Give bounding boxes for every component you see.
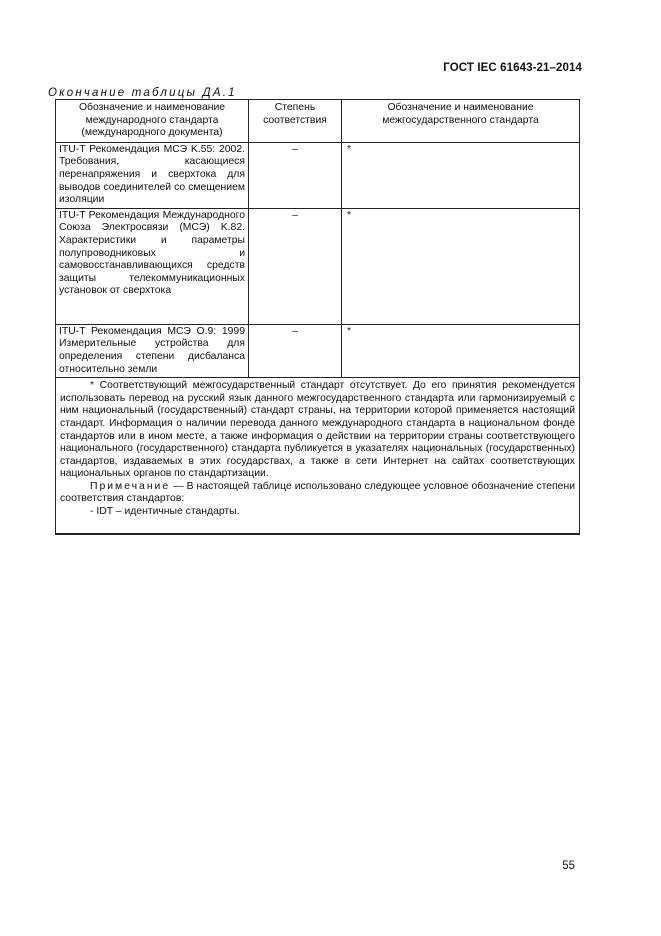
note-text: — В настоящей таблице использовано следующее условное обозначение степени соответствия стандартов: <box>60 480 576 505</box>
cell-international: ITU-T Рекомендация МСЭ K.55: 2002. Требования, касающиеся перенапряжения и сверхтока для выводов соединителей со смещением изоляции <box>56 142 249 208</box>
table-caption: Окончание таблицы ДА.1 <box>48 87 237 99</box>
cell-interstate: * <box>342 324 580 377</box>
table-row <box>56 142 580 208</box>
cell-international: ITU-T Рекомендация МСЭ O.9: 1999 Измерительные устройства для определения степени дисбаланса относительно земли <box>56 324 249 377</box>
note-paragraph <box>60 481 575 506</box>
cell-interstate: * <box>342 208 580 324</box>
table-footnote-row <box>56 378 580 534</box>
column-header-interstate: Обозначение и наименование межгосударственного стандарта <box>342 100 580 143</box>
column-header-international: Обозначение и наименование международного стандарта (международного документа) <box>56 100 249 143</box>
footnote-cell <box>56 378 580 534</box>
note-label: Примечание <box>90 480 171 492</box>
cell-degree: – <box>249 142 342 208</box>
table-header-row <box>56 100 580 143</box>
cell-degree: – <box>249 324 342 377</box>
document-header: ГОСТ IEC 61643-21–2014 <box>443 62 582 74</box>
table-row <box>56 208 580 324</box>
standards-table <box>55 99 580 535</box>
cell-international: ITU-T Рекомендация Международного Союза Электросвязи (МСЭ) K.82. Характеристики и параметры полупроводниковых и самовосстанавливающихся средств защиты телекоммуникационных установок от сверхтока <box>56 208 249 324</box>
cell-interstate: * <box>342 142 580 208</box>
cell-degree: – <box>249 208 342 324</box>
footnote-text: * Соответствующий межгосударственный стандарт отсутствует. До его принятия рекомендуется использовать перевод на русский язык данного межгосударственного стандарта или гармонизируемый с ним национальный (государственный) стандарт страны, на территории которой применяется настоящий стандарт. Информация о наличии перевода данного международного стандарта в национальном фонде стандартов или в ином месте, а также информация о действии на территории страны соответствующего национального (государственного) стандарта публикуется в указателях национальных (государственных) стандартов, издаваемых в этих государствах, а также в сети Интернет на сайтах соответствующих национальных органов по стандартизации. <box>60 380 575 480</box>
page-number: 55 <box>562 860 575 872</box>
table-row <box>56 324 580 377</box>
note-item: - IDT – идентичные стандарты. <box>90 506 240 518</box>
column-header-degree: Степень соответствия <box>249 100 342 143</box>
